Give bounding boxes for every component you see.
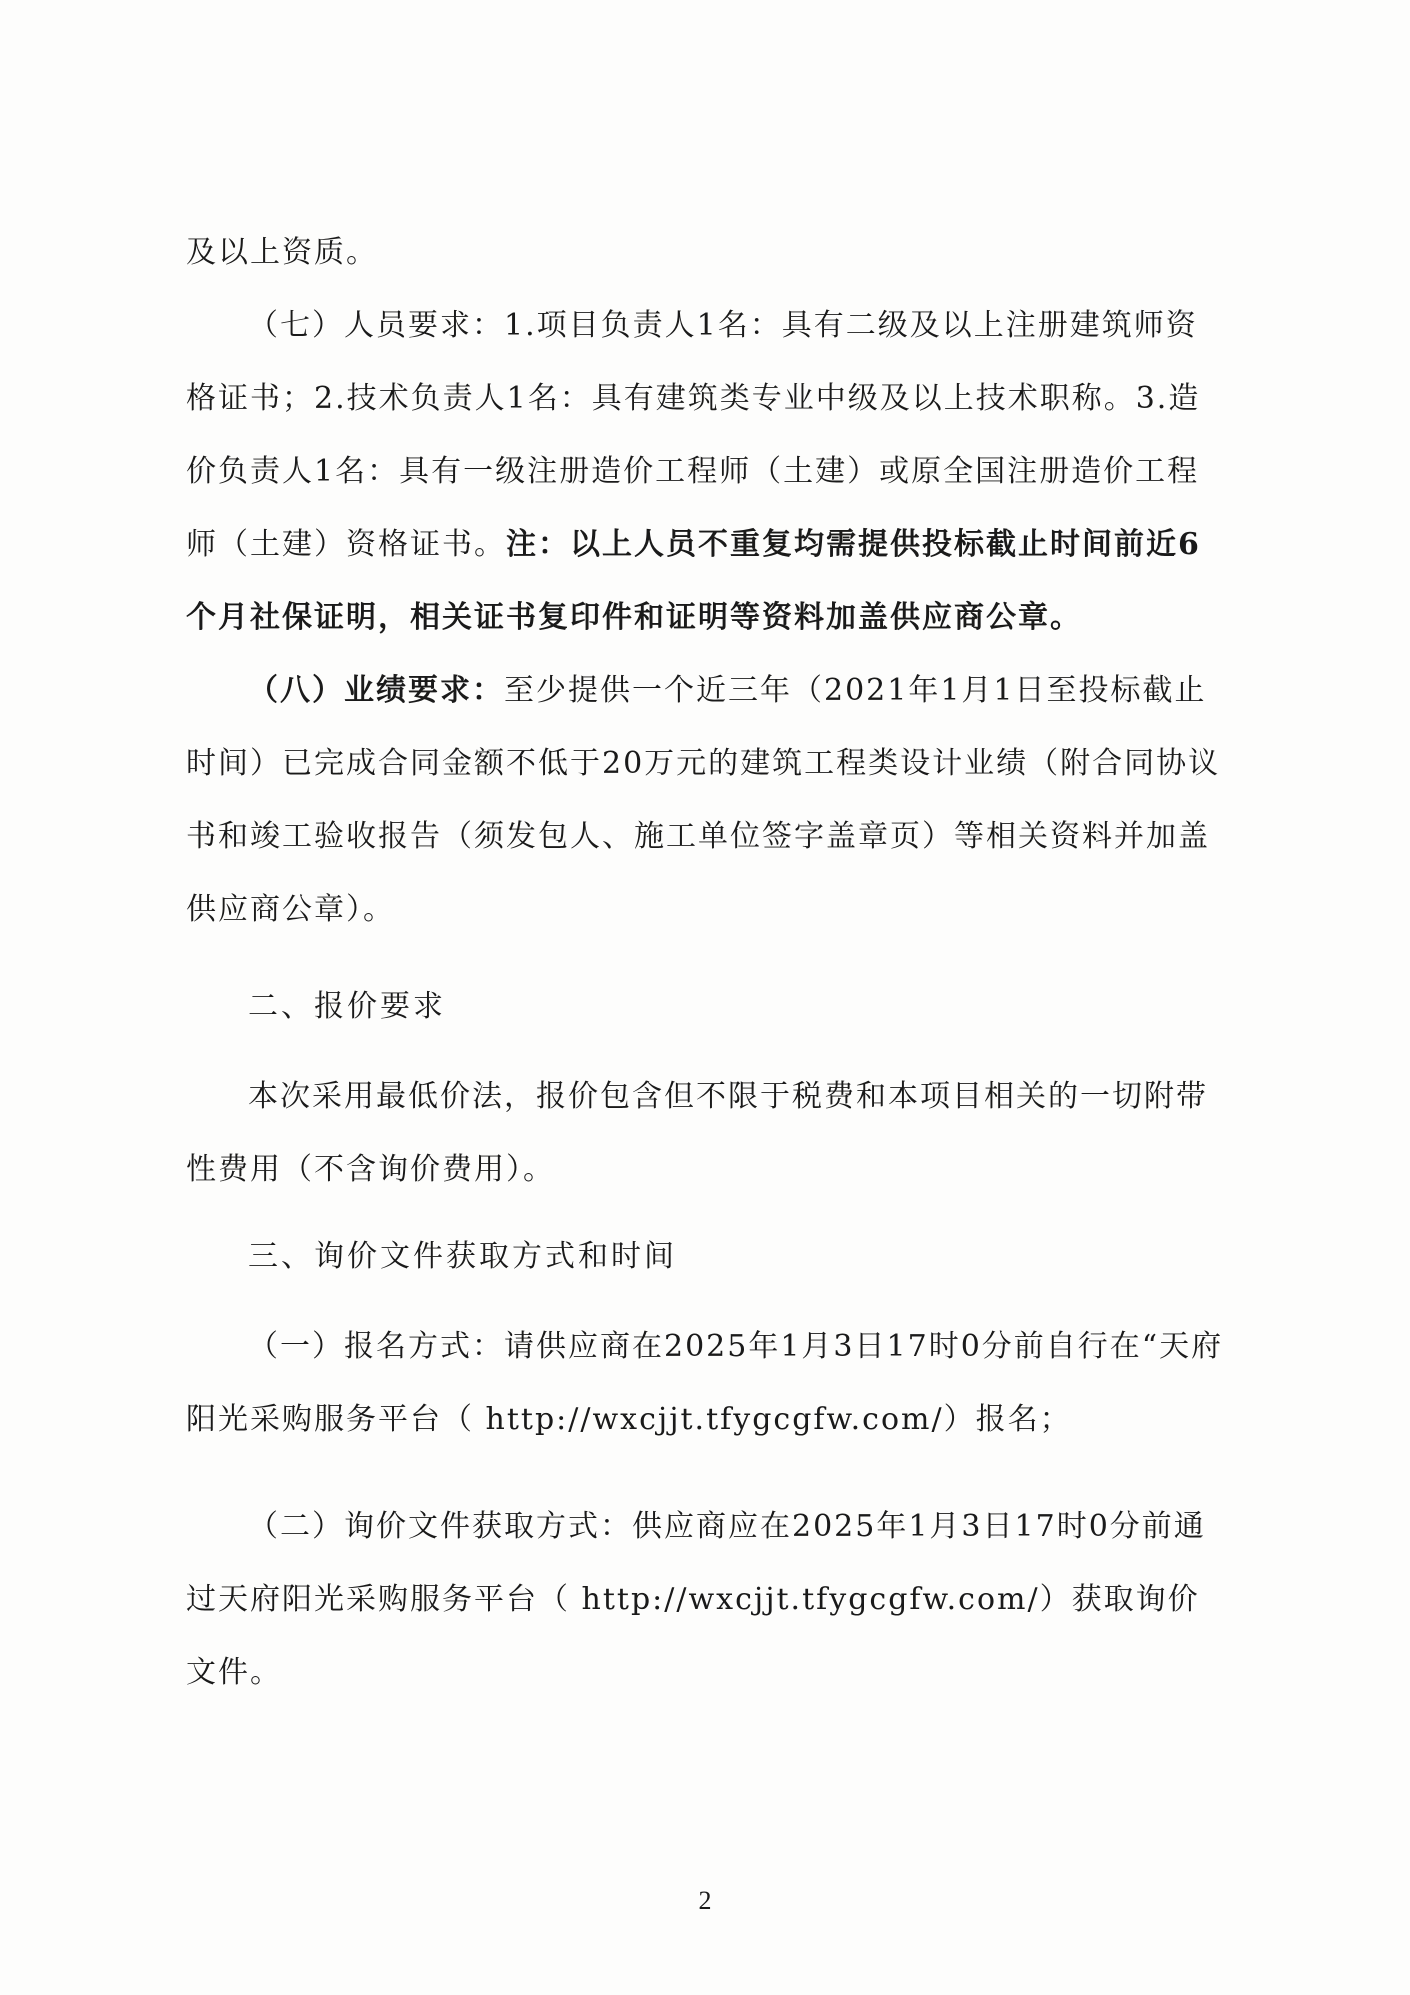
pricing-text: 本次采用最低价法，报价包含但不限于税费和本项目相关的一切附带性费用（不含询价费用）。 — [186, 1079, 1208, 1187]
section-heading-pricing — [186, 970, 1226, 1043]
registration-text: （一）报名方式：请供应商在2025年1月3日17时0分前自行在“天府阳光采购服务平台（ http://wxcjjt.tfygcgfw.com/）报名； — [186, 1329, 1224, 1437]
personnel-requirements: （七）人员要求：1.项目负责人1名：具有二级及以上注册建筑师资格证书；2.技术负责人1名：具有建筑类专业中级及以上技术职称。3.造价负责人1名：具有一级注册造价工程师（土建）或原全国注册造价工程师（土建）资格证书。 — [186, 308, 1201, 562]
paragraph-personnel — [186, 289, 1226, 654]
personnel-note: 注：以上人员不重复均需提供投标截止时间前近6个月社保证明，相关证书复印件和证明等资料加盖供应商公章。 — [186, 527, 1201, 635]
pricing-heading: 二、报价要求 — [248, 989, 446, 1024]
qualification-text: 及以上资质。 — [186, 235, 378, 270]
performance-requirements: 至少提供一个近三年（2021年1月1日至投标截止时间）已完成合同金额不低于20万元的建筑工程类设计业绩（附合同协议书和竣工验收报告（须发包人、施工单位签字盖章页）等相关资料并加盖供应商公章）。 — [186, 673, 1221, 927]
paragraph-registration — [186, 1310, 1226, 1456]
acquisition-heading: 三、询价文件获取方式和时间 — [248, 1239, 677, 1274]
performance-label: （八）业绩要求： — [248, 673, 504, 708]
section-heading-acquisition — [186, 1220, 1226, 1293]
paragraph-obtain-docs — [186, 1490, 1226, 1709]
paragraph-pricing — [186, 1060, 1226, 1206]
paragraph-performance — [186, 654, 1226, 946]
obtain-docs-text: （二）询价文件获取方式：供应商应在2025年1月3日17时0分前通过天府阳光采购服务平台（ http://wxcjjt.tfygcgfw.com/）获取询价文件。 — [186, 1509, 1206, 1690]
paragraph-qualification-end — [186, 216, 1226, 289]
page-number: 2 — [698, 1886, 712, 1915]
